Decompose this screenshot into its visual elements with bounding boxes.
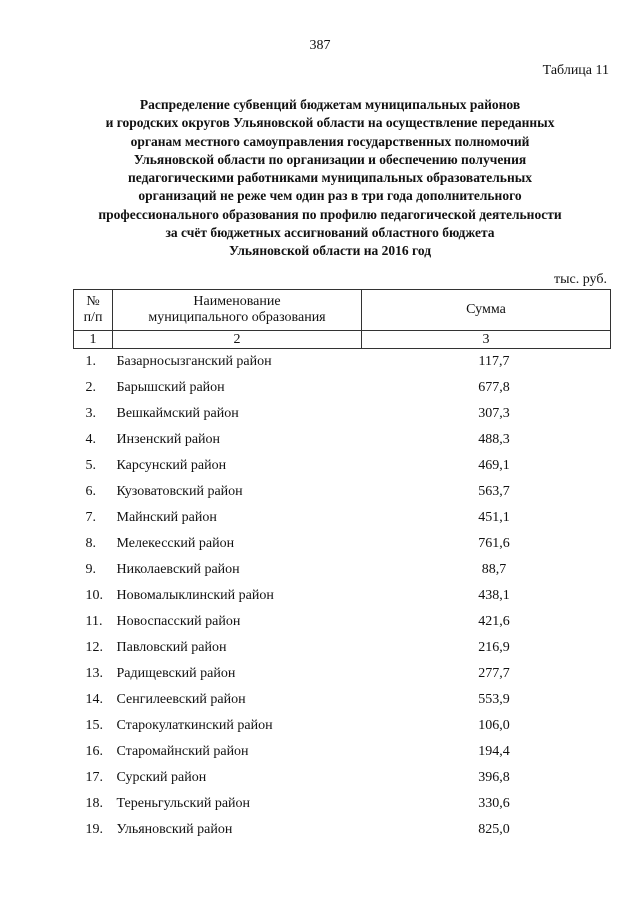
table-row xyxy=(74,531,611,557)
table-row xyxy=(74,687,611,713)
district-name: Ульяновский район xyxy=(116,822,233,837)
amount-value: 117,7 xyxy=(478,354,510,369)
page-number: 387 xyxy=(309,38,331,53)
title-line: педагогическими работниками муниципальных образовательных xyxy=(127,170,533,186)
row-number: 10. xyxy=(85,588,103,603)
header-name-line2: муниципального образования xyxy=(148,310,326,325)
table-row xyxy=(74,791,611,817)
amount-value: 277,7 xyxy=(478,666,510,681)
column-number: 2 xyxy=(113,331,362,349)
column-numbers-row xyxy=(74,331,611,349)
table-row xyxy=(74,401,611,427)
row-number: 3. xyxy=(85,406,96,421)
row-number: 18. xyxy=(85,796,103,811)
unit-label: тыс. руб. xyxy=(554,272,607,287)
row-number: 19. xyxy=(85,822,103,837)
header-sum: Сумма xyxy=(362,290,611,331)
amount-value: 438,1 xyxy=(478,588,510,603)
title-line: и городских округов Ульяновской области на осуществление переданных xyxy=(105,115,555,131)
district-name: Новоспасский район xyxy=(116,614,241,629)
column-number: 3 xyxy=(362,331,611,349)
district-name: Старокулаткинский район xyxy=(116,718,273,733)
title-line: организаций не реже чем один раз в три года дополнительного xyxy=(138,188,522,204)
title-line: Распределение субвенций бюджетам муниципальных районов xyxy=(139,97,521,112)
header-number xyxy=(74,290,113,331)
district-name: Тереньгульский район xyxy=(116,796,251,811)
amount-value: 194,4 xyxy=(478,744,510,759)
row-number: 13. xyxy=(85,666,103,681)
header-number-line1: № xyxy=(86,294,100,309)
table-row xyxy=(74,583,611,609)
document-title xyxy=(60,96,600,261)
amount-value: 563,7 xyxy=(478,484,510,499)
table-body xyxy=(74,349,611,844)
table-row xyxy=(74,427,611,453)
header-name-line1: Наименование xyxy=(193,294,281,309)
row-number: 14. xyxy=(85,692,103,707)
row-number: 2. xyxy=(85,380,96,395)
district-name: Старомайнский район xyxy=(116,744,249,759)
amount-value: 307,3 xyxy=(478,406,510,421)
district-name: Николаевский район xyxy=(116,562,240,577)
row-number: 1. xyxy=(85,354,96,369)
row-number: 6. xyxy=(85,484,96,499)
table-row xyxy=(74,609,611,635)
amount-value: 761,6 xyxy=(478,536,510,551)
amount-value: 825,0 xyxy=(478,822,510,837)
title-line: Ульяновской области на 2016 год xyxy=(228,243,432,259)
subsidy-table xyxy=(73,289,611,843)
district-name: Новомалыклинский район xyxy=(116,588,274,603)
row-number: 16. xyxy=(85,744,103,759)
row-number: 8. xyxy=(85,536,96,551)
amount-value: 488,3 xyxy=(478,432,510,447)
district-name: Инзенский район xyxy=(116,432,221,447)
row-number: 7. xyxy=(85,510,96,525)
header-row xyxy=(74,290,611,331)
table-row xyxy=(74,635,611,661)
district-name: Барышский район xyxy=(116,380,225,395)
title-line: Ульяновской области по организации и обеспечению получения xyxy=(133,151,527,167)
title-line: за счёт бюджетных ассигнований областного бюджета xyxy=(165,225,495,241)
district-name: Базарносызганский район xyxy=(116,354,272,369)
district-name: Сенгилеевский район xyxy=(116,692,246,707)
amount-value: 421,6 xyxy=(478,614,510,629)
title-line: органам местного самоуправления государственных полномочий xyxy=(130,133,530,149)
column-number: 1 xyxy=(74,331,113,349)
row-number: 4. xyxy=(85,432,96,447)
amount-value: 396,8 xyxy=(478,770,510,785)
district-name: Павловский район xyxy=(116,640,227,655)
table-row xyxy=(74,375,611,401)
district-name: Вешкаймский район xyxy=(116,406,239,421)
amount-value: 553,9 xyxy=(478,692,510,707)
row-number: 5. xyxy=(85,458,96,473)
table-row xyxy=(74,661,611,687)
row-number: 17. xyxy=(85,770,103,785)
header-name xyxy=(113,290,362,331)
table-label: Таблица 11 xyxy=(542,63,609,78)
amount-value: 677,8 xyxy=(478,380,510,395)
table-row xyxy=(74,739,611,765)
district-name: Радищевский район xyxy=(116,666,236,681)
table-row xyxy=(74,557,611,583)
table-row xyxy=(74,713,611,739)
district-name: Майнский район xyxy=(116,510,217,525)
amount-value: 469,1 xyxy=(478,458,510,473)
amount-value: 451,1 xyxy=(478,510,510,525)
title-line: профессионального образования по профилю педагогической деятельности xyxy=(98,206,562,222)
district-name: Карсунский район xyxy=(116,458,227,473)
row-number: 11. xyxy=(85,614,103,629)
amount-value: 216,9 xyxy=(478,640,510,655)
table-row xyxy=(74,505,611,531)
table-row xyxy=(74,453,611,479)
table-row xyxy=(74,349,611,376)
district-name: Кузоватовский район xyxy=(116,484,243,499)
row-number: 15. xyxy=(85,718,103,733)
table-row xyxy=(74,479,611,505)
amount-value: 106,0 xyxy=(478,718,510,733)
district-name: Мелекесский район xyxy=(116,536,235,551)
row-number: 9. xyxy=(85,562,96,577)
district-name: Сурский район xyxy=(116,770,207,785)
header-number-line2: п/п xyxy=(83,310,103,325)
table-row xyxy=(74,765,611,791)
amount-value: 330,6 xyxy=(478,796,510,811)
amount-value: 88,7 xyxy=(481,562,507,577)
row-number: 12. xyxy=(85,640,103,655)
table-row xyxy=(74,817,611,843)
